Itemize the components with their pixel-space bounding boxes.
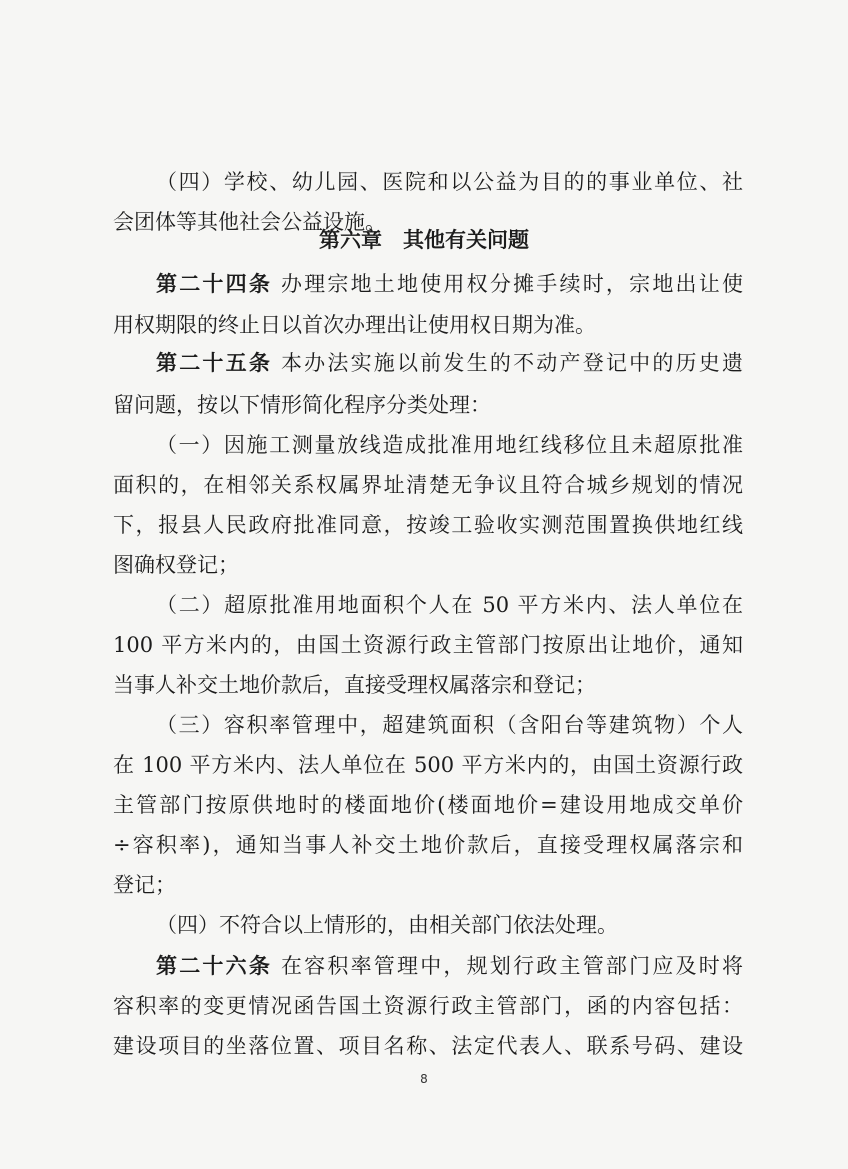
article-24-number: 第二十四条 [156, 272, 273, 296]
paragraph-line-2: 会团体等其他社会公益设施。 [113, 210, 386, 234]
item-3-line-5: 登记； [113, 873, 176, 897]
item-1-line-3: 下，报县人民政府批准同意，按竣工验收实测范围置换供地红线 [113, 513, 743, 537]
item-2-line-2: 100 平方米内的，由国土资源行政主管部门按原出让地价，通知 [113, 633, 743, 657]
article-26-number: 第二十六条 [156, 954, 273, 978]
article-26-line-2: 容积率的变更情况函告国土资源行政主管部门，函的内容包括： [113, 994, 743, 1018]
chapter-heading: 第六章 其他有关问题 [319, 228, 529, 252]
item-2-line-3: 当事人补交土地价款后，直接受理权属落宗和登记； [113, 673, 596, 697]
article-25-line-1 [156, 343, 743, 383]
item-1-line-1: （一）因施工测量放线造成批准用地红线移位且未超原批准 [156, 433, 743, 457]
item-3-line-2: 在 100 平方米内、法人单位在 500 平方米内的，由国土资源行政 [113, 753, 743, 777]
item-3-line-1: （三）容积率管理中，超建筑面积（含阳台等建筑物）个人 [156, 713, 743, 737]
item-1-line-2: 面积的，在相邻关系权属界址清楚无争议且符合城乡规划的情况 [113, 473, 743, 497]
item-3-line-4: ÷容积率)，通知当事人补交土地价款后，直接受理权属落宗和 [113, 833, 743, 857]
article-25-text: 本办法实施以前发生的不动产登记中的历史遗 [272, 351, 743, 375]
article-26-line-1 [156, 946, 743, 986]
item-2-line-1: （二）超原批准用地面积个人在 50 平方米内、法人单位在 [156, 593, 743, 617]
paragraph-line-1: （四）学校、幼儿园、医院和以公益为目的的事业单位、社 [156, 170, 743, 194]
page-number: 8 [420, 1072, 428, 1086]
item-3-line-3: 主管部门按原供地时的楼面地价(楼面地价=建设用地成交单价 [113, 793, 743, 817]
article-24-line-2: 用权期限的终止日以首次办理出让使用权日期为准。 [113, 313, 596, 337]
article-26-line-3: 建设项目的坐落位置、项目名称、法定代表人、联系号码、建设 [113, 1034, 743, 1058]
article-24-text: 办理宗地土地使用权分摊手续时，宗地出让使 [272, 272, 743, 296]
article-26-text: 在容积率管理中，规划行政主管部门应及时将 [272, 954, 743, 978]
item-4-line-1: （四）不符合以上情形的，由相关部门依法处理。 [156, 913, 618, 937]
article-25-line-2: 留问题，按以下情形简化程序分类处理： [113, 393, 491, 417]
article-24-line-1 [156, 264, 743, 304]
article-25-number: 第二十五条 [156, 351, 273, 375]
item-1-line-4: 图确权登记； [113, 553, 239, 577]
